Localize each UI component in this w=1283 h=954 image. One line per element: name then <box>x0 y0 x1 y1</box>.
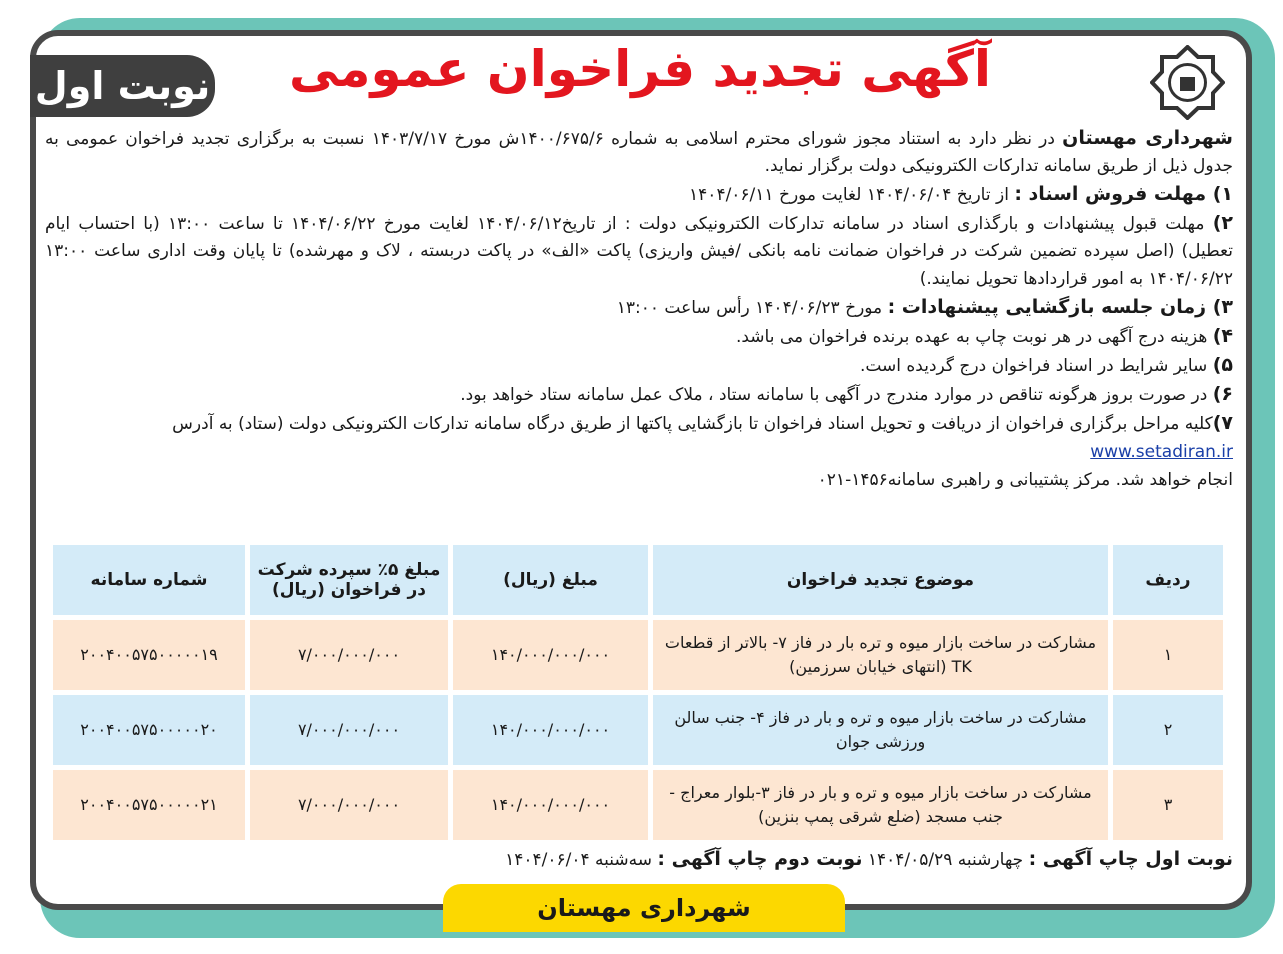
item-1 <box>45 180 1233 209</box>
second-print-date: سه‌شنبه ۱۴۰۴/۰۶/۰۴ <box>505 850 658 870</box>
item-7-label: ۷) <box>1212 412 1233 434</box>
table-row <box>53 620 1223 690</box>
signature-tab: شهرداری مهستان <box>443 884 845 932</box>
cell-subject: مشارکت در ساخت بازار میوه و تره و بار در فاز ۳-بلوار معراج - جنب مسجد (ضلع شرقی پمپ بنزین) <box>653 770 1108 840</box>
publication-dates <box>45 848 1233 870</box>
intro-text: در نظر دارد به استناد مجوز شورای محترم اسلامی به شماره ۱۴۰۰/۶۷۵/۶ش مورخ ۱۴۰۳/۷/۱۷ نسبت به برگزاری تجدید فراخوان عمومی به <box>45 129 1055 149</box>
cell-subject: مشارکت در ساخت بازار میوه و تره بار در فاز ۷- بالاتر از قطعات TK (انتهای خیابان سرزمین) <box>653 620 1108 690</box>
cell-deposit: ۷/۰۰۰/۰۰۰/۰۰۰ <box>250 620 448 690</box>
item-2-text: مهلت قبول پیشنهادات و بارگذاری اسناد در سامانه تدارکات الکترونیکی دولت : از تاریخ۱۴۰۴/۰۶/۱۲ لغایت مورخ ۱۴۰۴/۰۶/۲۲ تا ساعت ۱۳:۰۰ (با احتساب ایام <box>45 214 1213 234</box>
ad-body <box>45 124 1233 494</box>
item-6 <box>45 380 1233 409</box>
item-1-label: ۱) مهلت فروش اسناد : <box>1014 183 1233 205</box>
item-2-line-3: ۱۴۰۴/۰۶/۲۲ به امور قراردادها تحویل نمایند.) <box>919 269 1233 289</box>
item-4-label: ۴) <box>1212 325 1233 347</box>
header-system-number: شماره سامانه <box>53 545 245 615</box>
cell-row-number: ۳ <box>1113 770 1223 840</box>
setadiran-link[interactable]: www.setadiran.ir <box>1090 442 1233 462</box>
item-3-label: ۳) زمان جلسه بازگشایی پیشنهادات : <box>887 296 1233 318</box>
item-6-label: ۶) <box>1212 383 1233 405</box>
ad-title: آگهی تجدید فراخوان عمومی <box>288 40 992 98</box>
municipality-logo-icon <box>1150 45 1225 120</box>
table-header-row <box>53 545 1223 615</box>
cell-subject: مشارکت در ساخت بازار میوه و تره و بار در فاز ۴- جنب سالن ورزشی جوان <box>653 695 1108 765</box>
header-amount: مبلغ (ریال) <box>453 545 648 615</box>
first-print-date: چهارشنبه ۱۴۰۴/۰۵/۲۹ <box>862 850 1029 870</box>
header-row-number: ردیف <box>1113 545 1223 615</box>
item-1-text: از تاریخ ۱۴۰۴/۰۶/۰۴ لغایت مورخ ۱۴۰۴/۰۶/۱۱ <box>689 185 1015 205</box>
item-2-line-2: تعطیل) (اصل سپرده تضمین شرکت در فراخوان ضمانت نامه بانکی /فیش واریزی) پاکت «الف» در پاکت دربسته ، لاک و مهرشده) تا پایان وقت اداری ساعت ۱۳:۰۰ <box>45 241 1233 261</box>
item-6-text: در صورت بروز هرگونه تناقص در موارد مندرج در آگهی با سامانه ستاد ، ملاک عمل سامانه ستاد خواهد بود. <box>460 385 1213 405</box>
second-print-label: نوبت دوم چاپ آگهی : <box>657 848 863 870</box>
item-5 <box>45 351 1233 380</box>
cell-system-number: ۲۰۰۴۰۰۵۷۵۰۰۰۰۰۲۱ <box>53 770 245 840</box>
item-2-label: ۲) <box>1212 212 1233 234</box>
table-row <box>53 770 1223 840</box>
item-5-text: سایر شرایط در اسناد فراخوان درج گردیده است. <box>859 356 1213 376</box>
item-3 <box>45 293 1233 322</box>
cell-row-number: ۲ <box>1113 695 1223 765</box>
cell-row-number: ۱ <box>1113 620 1223 690</box>
intro-line-2: جدول ذیل از طریق سامانه تدارکات الکترونیکی دولت برگزار نماید. <box>764 156 1233 176</box>
item-7-line-1 <box>45 409 1233 466</box>
intro-line-1 <box>45 124 1233 152</box>
item-4 <box>45 322 1233 351</box>
cell-system-number: ۲۰۰۴۰۰۵۷۵۰۰۰۰۰۱۹ <box>53 620 245 690</box>
item-5-label: ۵) <box>1212 354 1233 376</box>
item-3-text: مورخ ۱۴۰۴/۰۶/۲۳ رأس ساعت ۱۳:۰۰ <box>616 298 888 318</box>
item-7-line-2: انجام خواهد شد. مرکز پشتیبانی و راهبری سامانه۱۴۵۶-۰۲۱ <box>817 470 1233 490</box>
item-4-text: هزینه درج آگهی در هر نوبت چاپ به عهده برنده فراخوان می باشد. <box>735 327 1213 347</box>
first-print-label: نوبت اول چاپ آگهی : <box>1028 848 1233 870</box>
round-badge: نوبت اول <box>30 55 215 117</box>
table-row <box>53 695 1223 765</box>
cell-deposit: ۷/۰۰۰/۰۰۰/۰۰۰ <box>250 770 448 840</box>
header-subject: موضوع تجدید فراخوان <box>653 545 1108 615</box>
cell-amount: ۱۴۰/۰۰۰/۰۰۰/۰۰۰ <box>453 620 648 690</box>
cell-amount: ۱۴۰/۰۰۰/۰۰۰/۰۰۰ <box>453 770 648 840</box>
cell-amount: ۱۴۰/۰۰۰/۰۰۰/۰۰۰ <box>453 695 648 765</box>
item-2-line-1 <box>45 209 1233 237</box>
header-deposit: مبلغ ۵٪ سپرده شرکت در فراخوان (ریال) <box>250 545 448 615</box>
item-7-text: کلیه مراحل برگزاری فراخوان از دریافت و تحویل اسناد فراخوان تا بازگشایی پاکتها از طریق درگاه سامانه تدارکات الکترونیکی دولت (ستاد) به آدرس <box>172 414 1213 434</box>
municipality-name: شهرداری مهستان <box>1062 127 1233 149</box>
tender-table <box>48 540 1228 845</box>
cell-system-number: ۲۰۰۴۰۰۵۷۵۰۰۰۰۰۲۰ <box>53 695 245 765</box>
cell-deposit: ۷/۰۰۰/۰۰۰/۰۰۰ <box>250 695 448 765</box>
